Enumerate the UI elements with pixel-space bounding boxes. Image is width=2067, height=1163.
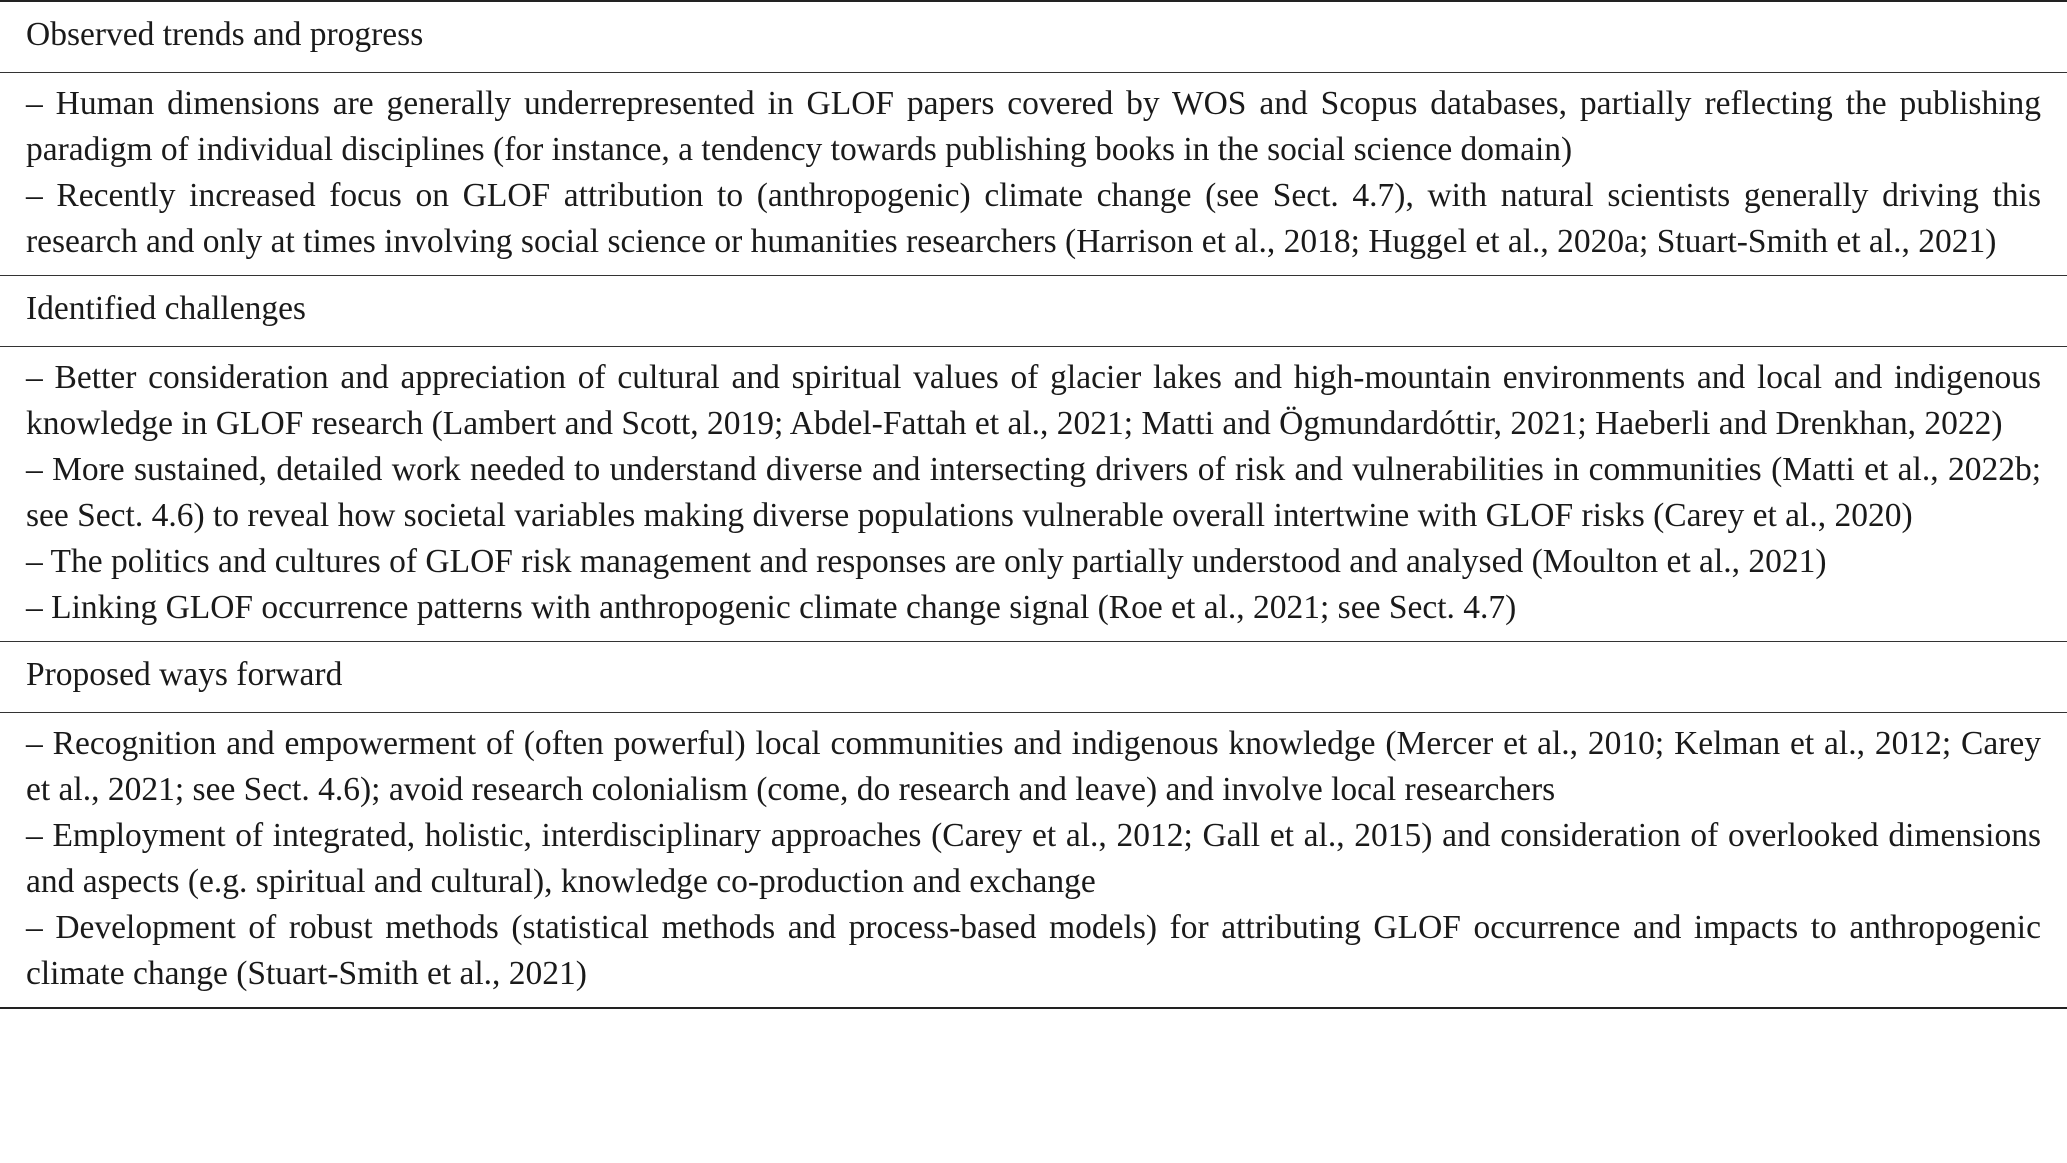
section-heading-proposed-ways-forward: Proposed ways forward — [26, 656, 343, 693]
list-item: – The politics and cultures of GLOF risk management and responses are only partially understood and analysed (Moulton et al., 2021) — [26, 543, 1827, 580]
section-heading-observed-trends: Observed trends and progress — [26, 16, 424, 53]
list-item: – Linking GLOF occurrence patterns with anthropogenic climate change signal (Roe et al., 2021; see Sect. 4.7) — [26, 589, 1517, 626]
section-body-proposed-ways-forward — [0, 713, 2067, 1007]
bottom-rule — [0, 1007, 2067, 1009]
list-item: – More sustained, detailed work needed to understand diverse and intersecting drivers of risk and vulnerabilities in communities (Matti et al., 2022b; see Sect. 4.6) to reveal how societal variables making diverse populations vulnerable overall intertwine with GLOF risks (Carey et al., 2020) — [26, 451, 2041, 534]
section-body-identified-challenges — [0, 347, 2067, 641]
list-item: – Better consideration and appreciation of cultural and spiritual values of glacier lakes and high-mountain environments and local and indigenous knowledge in GLOF research (Lambert and Scott, 2019; Abdel-Fattah et al., 2021; Matti and Ögmundardóttir, 2021; Haeberli and Drenkhan, 2022) — [26, 359, 2041, 442]
list-item: – Development of robust methods (statistical methods and process-based models) for attributing GLOF occurrence and impacts to anthropogenic climate change (Stuart-Smith et al., 2021) — [26, 909, 2041, 992]
list-item: – Recognition and empowerment of (often powerful) local communities and indigenous knowledge (Mercer et al., 2010; Kelman et al., 2012; Carey et al., 2021; see Sect. 4.6); avoid research colonialism (come, do research and leave) and involve local researchers — [26, 725, 2041, 808]
list-item: – Employment of integrated, holistic, interdisciplinary approaches (Carey et al., 2012; Gall et al., 2015) and consideration of overlooked dimensions and aspects (e.g. spiritual and cultural), knowledge co-production and exchange — [26, 817, 2041, 900]
section-body-observed-trends — [0, 73, 2067, 275]
list-item: – Recently increased focus on GLOF attribution to (anthropogenic) climate change (see Sect. 4.7), with natural scientists generally driving this research and only at times involving social science or humanities researchers (Harrison et al., 2018; Huggel et al., 2020a; Stuart-Smith et al., 2021) — [26, 177, 2041, 260]
list-item: – Human dimensions are generally underrepresented in GLOF papers covered by WOS and Scopus databases, partially reflecting the publishing paradigm of individual disciplines (for instance, a tendency towards publishing books in the social science domain) — [26, 85, 2041, 168]
section-heading-identified-challenges: Identified challenges — [26, 290, 306, 327]
